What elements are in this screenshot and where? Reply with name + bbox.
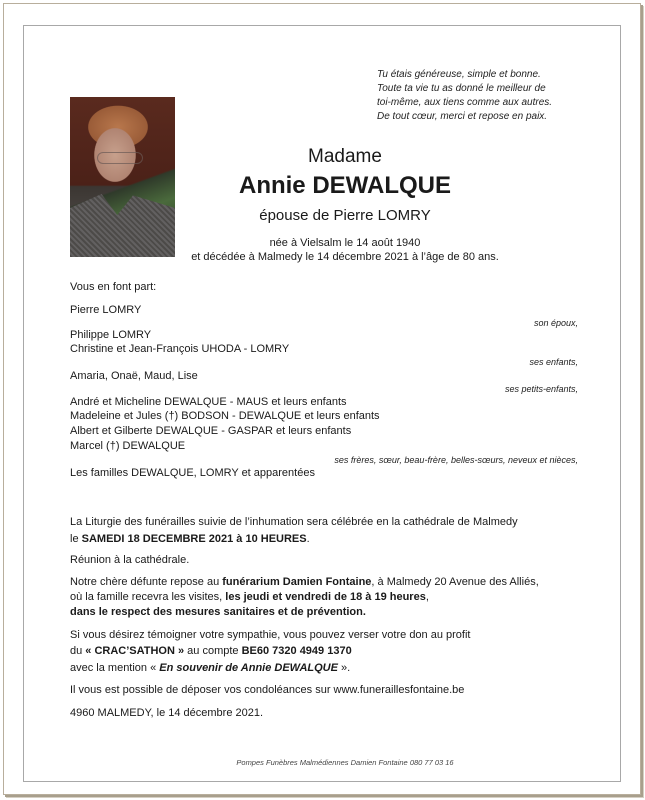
reunion-line: Réunion à la cathédrale.	[70, 554, 190, 566]
ceremony-datetime: SAMEDI 18 DECEMBRE 2021 à 10 HEURES	[81, 533, 307, 545]
relation-label: ses petits-enfants,	[504, 384, 578, 394]
text-span: où la famille recevra les visites,	[70, 591, 226, 603]
relation-label: ses frères, sœur, beau-frère, belles-sœurs, neveux et nièces,	[334, 455, 578, 465]
charity-name: « CRAC’SATHON »	[85, 645, 185, 657]
text-span: au compte	[184, 645, 242, 657]
funeral-home-footer: Pompes Funèbres Malmédiennes Damien Fontaine 080 77 03 16	[236, 758, 454, 767]
condolences-line: Il vous est possible de déposer vos condoléances sur www.funeraillesfontaine.be	[70, 684, 465, 696]
donation-line	[70, 662, 350, 674]
visitation-line	[70, 591, 429, 603]
text-span: , à Malmedy 20 Avenue des Alliés,	[371, 576, 539, 588]
donation-mention: En souvenir de Annie DEWALQUE	[159, 662, 338, 674]
sanitary-notice: dans le respect des mesures sanitaires et de prévention.	[70, 606, 366, 618]
text-span: ».	[337, 662, 351, 674]
photo-glasses-detail	[97, 152, 143, 164]
relation-label: ses enfants,	[529, 357, 578, 367]
text-span: avec la mention «	[70, 662, 160, 674]
text-span: ,	[425, 591, 429, 603]
spouse-line: épouse de Pierre LOMRY	[259, 207, 431, 224]
family-name: Albert et Gilberte DEWALQUE - GASPAR et leurs enfants	[70, 425, 352, 437]
donation-line: Si vous désirez témoigner votre sympathie, vous pouvez verser votre don au profit	[70, 629, 471, 641]
ceremony-suffix: .	[306, 533, 310, 545]
place-date: 4960 MALMEDY, le 14 décembre 2021.	[70, 707, 264, 719]
bank-account: BE60 7320 4949 1370	[241, 645, 352, 657]
family-name: Christine et Jean-François UHODA - LOMRY	[70, 343, 290, 355]
family-name: André et Micheline DEWALQUE - MAUS et leurs enfants	[70, 396, 347, 408]
poem-line: Tu étais généreuse, simple et bonne.	[377, 69, 541, 80]
portrait-photo	[70, 97, 175, 257]
photo-shawl-detail	[70, 187, 175, 257]
birth-line: née à Vielsalm le 14 août 1940	[269, 237, 421, 249]
poem-line: De tout cœur, merci et repose en paix.	[377, 111, 548, 122]
family-name: Philippe LOMRY	[70, 329, 152, 341]
honorific: Madame	[308, 146, 382, 167]
death-line: et décédée à Malmedy le 14 décembre 2021 à l’âge de 80 ans.	[191, 251, 499, 263]
poem	[377, 68, 552, 124]
family-name: Pierre LOMRY	[70, 304, 142, 316]
relation-label: son époux,	[533, 318, 578, 328]
visitation-line	[70, 576, 539, 588]
donation-line	[70, 645, 352, 657]
ceremony-date-line	[70, 533, 310, 545]
announcement-intro: Vous en font part:	[70, 281, 157, 293]
text-span: Notre chère défunte repose au	[70, 576, 223, 588]
funerarium-name: funérarium Damien Fontaine	[222, 576, 372, 588]
family-name: Les familles DEWALQUE, LOMRY et apparentées	[70, 467, 315, 479]
ceremony-line: La Liturgie des funérailles suivie de l’inhumation sera célébrée en la cathédrale de Malmedy	[70, 516, 518, 528]
poem-line: Toute ta vie tu as donné le meilleur de	[377, 83, 546, 94]
ceremony-prefix: le	[70, 533, 82, 545]
deceased-name: Annie DEWALQUE	[238, 172, 451, 199]
family-name: Amaria, Onaë, Maud, Lise	[70, 370, 198, 382]
text-span: du	[70, 645, 86, 657]
family-name: Marcel (†) DEWALQUE	[70, 440, 186, 452]
family-name: Madeleine et Jules (†) BODSON - DEWALQUE et leurs enfants	[70, 410, 380, 422]
visiting-hours: les jeudi et vendredi de 18 à 19 heures	[225, 591, 426, 603]
poem-line: toi-même, aux tiens comme aux autres.	[377, 97, 553, 108]
